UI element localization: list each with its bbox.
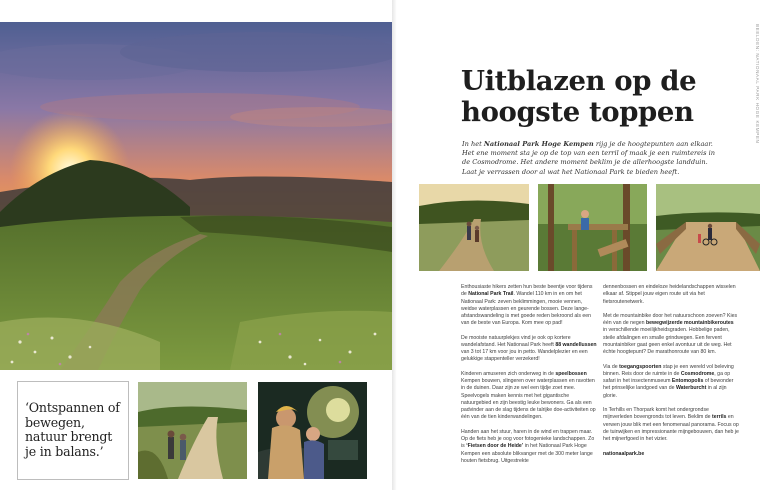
paragraph-play-forests: Kinderen amuseren zich onderweg in de speelbossen Kempen bouwen, slingeren over waterplassen en ravotten in de duinen. Daar zijn ze wel een tijdje zoet mee. Speelvogels maken kennis met het gigantische natuurgebied en zijn beestig leuke bewoners. Ga als een padvinder aan de slag tijdens de talrijke doe-activiteiten op één van de tien kinderwandelingen. [461, 370, 596, 421]
paragraph-cycling-cont: dennenbossen en eindeloze heidelandschappen wisselen elkaar af. Stippel jouw eigen route uit via het fietsroutenetwerk. [603, 284, 736, 305]
cycling-bridge-photo [656, 184, 760, 271]
article-title [461, 66, 731, 128]
playground-photo [538, 184, 647, 271]
paragraph-cycling: Handen aan het stuur, haren in de wind en trappen maar. Op de fiets heb je oog voor fotogenieke landschappen. Zo is ‘Fietsen door de Heide’ in het Nationaal Park Hoge Kempen een absolute blikvanger met de 300 meter lange houten fietsbrug. Uitgestrekte [461, 428, 595, 464]
hero-sunset-photo [0, 22, 392, 370]
photo-credit-text: BEELDEN: NATIONAAL PARK HOGE KEMPEN [755, 24, 760, 144]
intro-bold-park: Nationaal Park Hoge Kempen [483, 140, 594, 148]
museum-family-photo [258, 382, 367, 479]
title-line-1: Uitblazen op de [461, 65, 697, 97]
pull-quote-box [17, 381, 129, 480]
intro-text-a: In het [462, 140, 484, 148]
paragraph-trail: Enthousiaste hikers zetten hun beste beentje voor tijdens de National Park Trail. Wandel 110 km in en om het Nationaal Park: zeven beklimmingen, mooie vennen, weidse waterplassen en geurende bossen. Deze lange-afstandswandeling is met goede reden bekroond als een van de beste van Europa. Kom mee op pad! [461, 284, 593, 327]
page-gutter [392, 0, 400, 490]
website-link[interactable]: nationaalpark.be [603, 450, 645, 457]
intro-text-b: rijg je de hoogtepunten aan elkaar. Het ene moment sta je op de top van een terril of maak je een ruimtereis in de Cosmodrome. Het andere moment beklim je de allerhoogste landduin. Laat je verrassen door al wat het Nationaal Park te bieden heeft. [462, 140, 715, 176]
hikers-photo [138, 382, 247, 479]
body-column-1 [461, 284, 597, 472]
paragraph-mountainbike: Met de mountainbike door het natuurschoon zoeven? Kies één van de negen bewegwijzerde mountainbikeroutes in verschillende moeilijkheidsgraden. Hobbelige paden, steile afdalingen en smalle grindwegen. Een fervent mountainbiker gaat geen enkel avontuur uit de weg. Het échte hoogtepunt? De marathonroute van 80 km. [603, 312, 738, 356]
pull-quote: ‘Ontspannen of bewegen, natuur brengt je in balans.’ [25, 400, 120, 459]
body-column-2 [603, 284, 739, 465]
paragraph-mining-heritage: In Terhills en Thorpark komt het ondergrondse mijnverleden bovengronds tot leven. Beklim de terrils en verwen jouw blik met een fenomenaal panorama. Focus op de tuinwijken en impressionante mijngebouwen, dan heb je het mijnerfgoed in het vizier. [603, 407, 739, 443]
title-line-2: hoogste toppen [461, 96, 694, 128]
photo-credit [752, 24, 760, 144]
paragraph-walking-loops: De mooiste natuurplekjes vind je ook op kortere wandelafstand. Het Nationaal Park heeft 88 wandellussen van 3 tot 17 km voor jou in petto. Wandelplezier en een gelukkige stappenteller verzekerd! [461, 334, 597, 363]
trail-photo [419, 184, 529, 271]
paragraph-gateways: Via de toegangspoorten stap je een wereld vol beleving binnen. Reis door de ruimte in de Cosmodrome, ga op safari in het insectenmuseum Entomopolis of bewonder het prinselijke landgoed van de Waterburcht in al zijn glorie. [603, 363, 734, 399]
article-intro [462, 140, 724, 177]
